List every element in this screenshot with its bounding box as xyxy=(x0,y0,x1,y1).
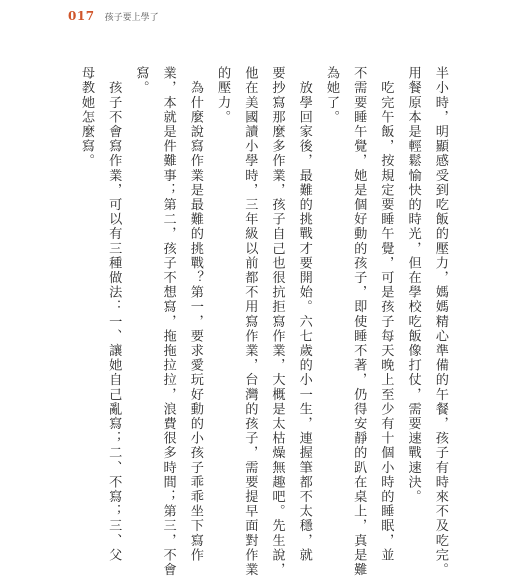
text-column: 半小時，明顯感受到吃飯的壓力，媽媽精心準備的午餐，孩子有時來不及吃完。 xyxy=(432,66,448,577)
running-title: 孩子要上學了 xyxy=(104,13,159,23)
text-column: 為什麼說寫作業是最難的挑戰？第一，要求愛玩好動的小孩子乖乖坐下寫作 xyxy=(187,66,203,563)
text-column: 放學回家後，最難的挑戰才要開始。六七歲的小一生，連握筆都不太穩，就 xyxy=(296,66,312,563)
text-column: 的壓力。 xyxy=(215,66,231,125)
page-number: 017 xyxy=(68,9,95,23)
text-column: 業，本就是件難事；第二，孩子不想寫，拖拖拉拉，浪費很多時間；第三，不會 xyxy=(160,66,176,577)
body-text xyxy=(78,66,448,577)
text-column: 用餐原本是輕鬆愉快的時光，但在學校吃飯像打仗，需要速戰速決。 xyxy=(405,66,421,504)
page-header xyxy=(68,9,159,25)
text-column: 孩子不會寫作業，可以有三種做法：一、讓她自己亂寫；二、不寫；三、父 xyxy=(106,66,122,563)
text-column: 吃完午飯，按規定要睡午覺，可是孩子每天晚上至少有十個小時的睡眠，並 xyxy=(378,66,394,563)
text-column: 寫。 xyxy=(133,66,149,96)
text-column: 不需要睡午覺，她是個好動的孩子，即使睡不著，仍得安靜的趴在桌上，真是難 xyxy=(351,66,367,577)
text-column: 要抄寫那麼多作業，孩子自己也很抗拒寫作業，大概是太枯燥無趣吧。先生說， xyxy=(269,66,285,577)
text-column: 為她了。 xyxy=(323,66,339,125)
text-column: 母教她怎麼寫。 xyxy=(79,66,94,169)
text-column: 他在美國讀小學時，三年級以前都不用寫作業，台灣的孩子，需要提早面對作業 xyxy=(242,66,258,577)
